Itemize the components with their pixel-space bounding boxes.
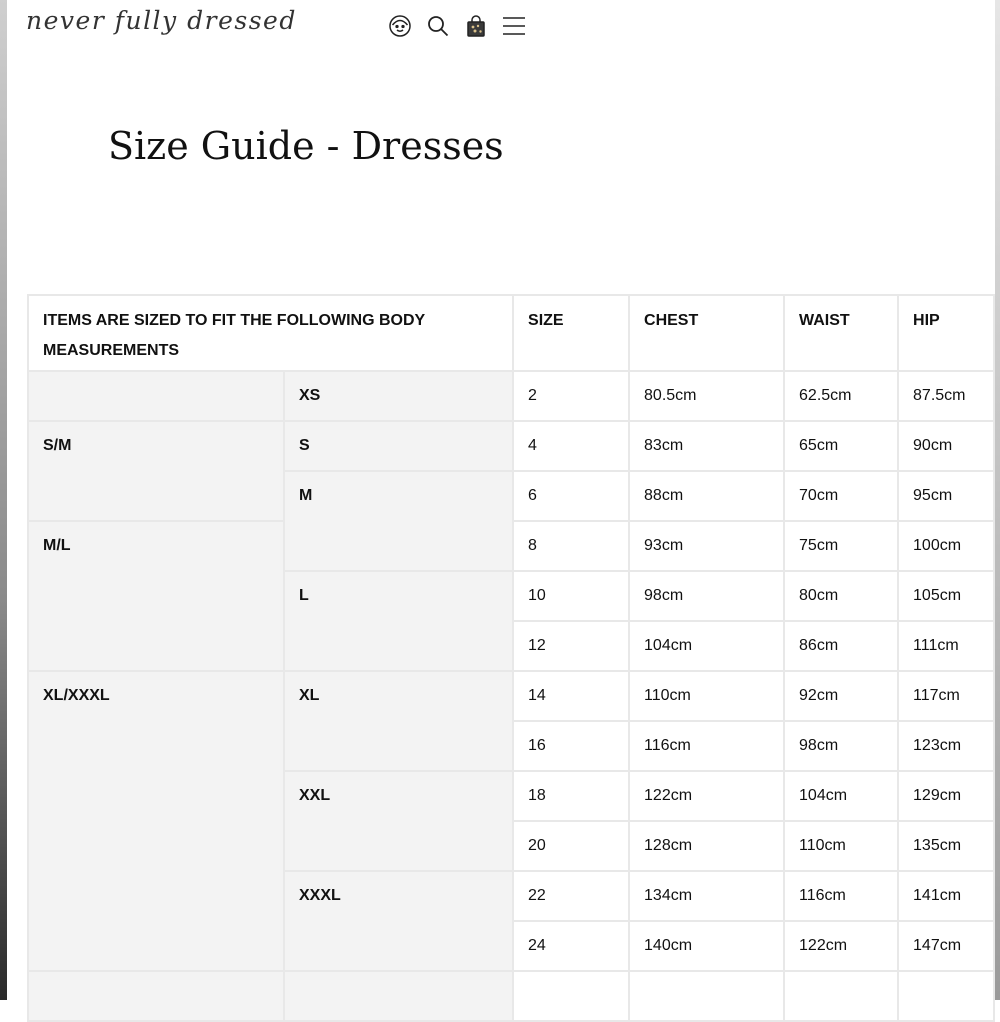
size-cell: 10 xyxy=(513,571,629,621)
header-waist: WAIST xyxy=(784,295,898,371)
chest-cell: 80.5cm xyxy=(629,371,784,421)
size-cell: 4 xyxy=(513,421,629,471)
size-cell: 24 xyxy=(513,921,629,971)
waist-cell-empty xyxy=(784,971,898,1021)
size-cell: 12 xyxy=(513,621,629,671)
size-label: XL xyxy=(284,671,513,771)
waist-cell: 110cm xyxy=(784,821,898,871)
hip-cell: 100cm xyxy=(898,521,994,571)
table-row-partial xyxy=(28,971,994,1021)
chest-cell-empty xyxy=(629,971,784,1021)
hip-cell: 141cm xyxy=(898,871,994,921)
hip-cell: 111cm xyxy=(898,621,994,671)
size-label: S xyxy=(284,421,513,471)
chest-cell: 140cm xyxy=(629,921,784,971)
header-icons xyxy=(388,12,526,40)
header-chest: CHEST xyxy=(629,295,784,371)
screen-edge-left xyxy=(0,0,7,1000)
waist-cell: 116cm xyxy=(784,871,898,921)
page-title: Size Guide - Dresses xyxy=(108,124,504,168)
size-label: M xyxy=(284,471,513,571)
search-icon[interactable] xyxy=(426,12,450,40)
size-cell: 18 xyxy=(513,771,629,821)
hip-cell-empty xyxy=(898,971,994,1021)
hip-cell: 105cm xyxy=(898,571,994,621)
waist-cell: 65cm xyxy=(784,421,898,471)
waist-cell: 80cm xyxy=(784,571,898,621)
waist-cell: 86cm xyxy=(784,621,898,671)
group-label: S/M xyxy=(28,421,284,521)
group-label: XL/XXXL xyxy=(28,671,284,971)
site-logo[interactable]: never fully dressed xyxy=(26,6,297,35)
group-cell-empty xyxy=(28,971,284,1021)
waist-cell: 104cm xyxy=(784,771,898,821)
group-cell-empty xyxy=(28,371,284,421)
header-size: SIZE xyxy=(513,295,629,371)
size-cell: 16 xyxy=(513,721,629,771)
chest-cell: 88cm xyxy=(629,471,784,521)
size-cell: 2 xyxy=(513,371,629,421)
waist-cell: 98cm xyxy=(784,721,898,771)
hip-cell: 129cm xyxy=(898,771,994,821)
site-header xyxy=(0,0,1000,60)
size-label: L xyxy=(284,571,513,671)
size-label: XS xyxy=(284,371,513,421)
table-row xyxy=(28,421,994,471)
menu-icon[interactable] xyxy=(502,12,526,40)
screen-edge-right xyxy=(995,0,1000,1000)
size-cell: 22 xyxy=(513,871,629,921)
hip-cell: 123cm xyxy=(898,721,994,771)
chest-cell: 128cm xyxy=(629,821,784,871)
header-measurements: ITEMS ARE SIZED TO FIT THE FOLLOWING BODY MEASUREMENTS xyxy=(28,295,513,371)
size-cell-empty xyxy=(513,971,629,1021)
size-guide-table xyxy=(27,294,995,1022)
table-row xyxy=(28,671,994,721)
hip-cell: 90cm xyxy=(898,421,994,471)
waist-cell: 75cm xyxy=(784,521,898,571)
size-label: XXL xyxy=(284,771,513,871)
label-cell-empty xyxy=(284,971,513,1021)
header-row xyxy=(28,295,994,371)
hip-cell: 147cm xyxy=(898,921,994,971)
chest-cell: 110cm xyxy=(629,671,784,721)
hip-cell: 135cm xyxy=(898,821,994,871)
chest-cell: 116cm xyxy=(629,721,784,771)
chest-cell: 122cm xyxy=(629,771,784,821)
size-cell: 6 xyxy=(513,471,629,521)
hip-cell: 87.5cm xyxy=(898,371,994,421)
group-label: M/L xyxy=(28,521,284,671)
size-label: XXXL xyxy=(284,871,513,971)
size-cell: 8 xyxy=(513,521,629,571)
chest-cell: 104cm xyxy=(629,621,784,671)
bag-icon[interactable] xyxy=(464,12,488,40)
size-cell: 20 xyxy=(513,821,629,871)
chest-cell: 134cm xyxy=(629,871,784,921)
header-hip: HIP xyxy=(898,295,994,371)
chest-cell: 98cm xyxy=(629,571,784,621)
chest-cell: 93cm xyxy=(629,521,784,571)
hip-cell: 117cm xyxy=(898,671,994,721)
hip-cell: 95cm xyxy=(898,471,994,521)
table-row xyxy=(28,371,994,421)
waist-cell: 122cm xyxy=(784,921,898,971)
chest-cell: 83cm xyxy=(629,421,784,471)
waist-cell: 92cm xyxy=(784,671,898,721)
waist-cell: 70cm xyxy=(784,471,898,521)
account-icon[interactable] xyxy=(388,12,412,40)
waist-cell: 62.5cm xyxy=(784,371,898,421)
size-cell: 14 xyxy=(513,671,629,721)
